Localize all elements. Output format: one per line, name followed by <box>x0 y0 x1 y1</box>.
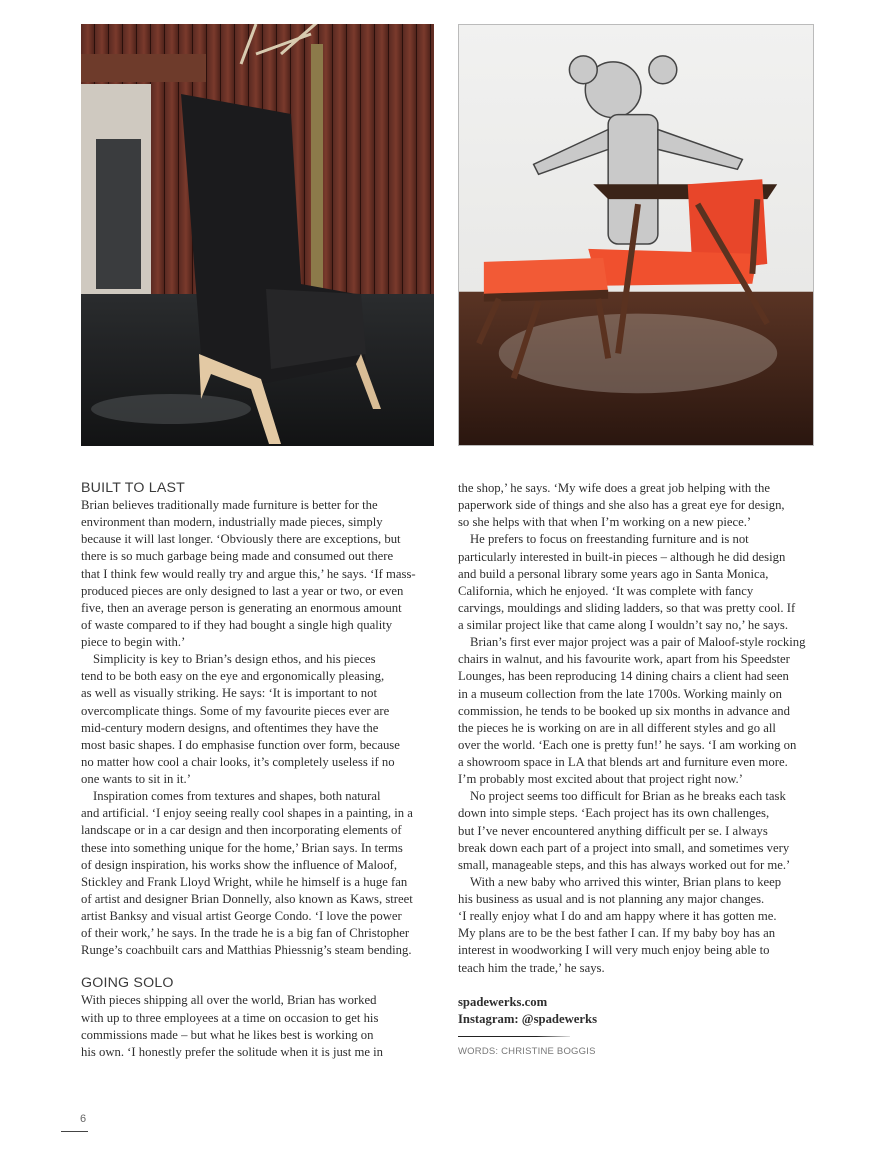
text-line: mid-century modern designs, and oftentimes they have the <box>81 720 379 735</box>
paragraph <box>81 992 451 1061</box>
text-line: of their work,’ he says. In the trade he is a big fan of Christopher <box>81 926 410 941</box>
text-line: one wants to sit in it.’ <box>81 772 191 786</box>
text-line: there is so much garbage being made and consumed out there <box>81 549 394 564</box>
text-line: With a new baby who arrived this winter, Brian plans to keep <box>470 874 782 889</box>
section-heading: BUILT TO LAST <box>81 480 186 496</box>
instagram-link[interactable]: Instagram: @spadewerks <box>458 1011 598 1026</box>
text-line: his own. ‘I honestly prefer the solitude when it is just me in <box>81 1044 383 1059</box>
text-line: commission, he tends to be booked up six months in advance and <box>458 703 790 718</box>
text-line: ‘I really enjoy what I do and am happy where it has gotten me. <box>458 909 777 924</box>
text-line: over the world. ‘Each one is pretty fun!’ he says. ‘I am working on <box>458 737 797 752</box>
text-line: break down each part of a project into small, and sometimes very <box>458 840 790 855</box>
paragraph <box>81 651 451 788</box>
text-line: because it will last longer. ‘Obviously there are exceptions, but <box>81 532 401 547</box>
text-line: so she helps with that when I’m working on a new piece.’ <box>458 515 752 530</box>
text-line: interest in woodworking I will very much enjoy being able to <box>458 943 770 958</box>
photo-wingback-chair <box>81 24 434 446</box>
text-line: Inspiration comes from textures and shapes, both natural <box>93 789 381 804</box>
section-heading: GOING SOLO <box>81 975 174 992</box>
text-line: overcomplicate things. Some of my favourite pieces ever are <box>81 703 390 718</box>
text-line: He prefers to focus on freestanding furniture and is not <box>470 532 749 547</box>
text-line: I’m probably most excited about that project right now.’ <box>458 772 743 787</box>
text-line: commissions made – but what he likes best is working on <box>81 1027 374 1042</box>
text-line: My plans are to be the best father I can. If my baby boy has an <box>458 926 776 941</box>
text-line: landscape or in a car design and then incorporating elements of <box>81 823 402 838</box>
text-line: of waste compared to if they had bought a single high quality <box>81 617 393 632</box>
text-line: a similar project like that came along I wouldn’t say no,’ he says. <box>458 618 789 632</box>
text-line: as well as visually striking. He says: ‘It is important to not <box>81 686 378 701</box>
photo-orange-lounge-chair <box>458 24 814 446</box>
text-line: California, which he enjoyed. ‘It was complete with fancy <box>458 583 754 598</box>
text-line: carvings, mouldings and sliding ladders, so that was pretty cool. If <box>458 600 796 615</box>
text-line: a showroom space in LA that blends art and furniture even more. <box>458 755 788 769</box>
text-line: with up to three employees at a time on occasion to get his <box>81 1010 379 1025</box>
text-line: these into something unique for the home,’ Brian says. In terms <box>81 840 403 855</box>
text-line: down into simple steps. ‘Each project has its own challenges, <box>458 806 770 821</box>
contact-links <box>458 994 828 1028</box>
text-line: Brian’s first ever major project was a pair of Maloof-style rocking <box>470 635 806 650</box>
wingback-chair-image-icon <box>81 24 434 446</box>
page-number: 6 <box>80 1113 87 1125</box>
text-line: that I think few would really try and argue this,’ he says. ‘If mass- <box>81 566 416 581</box>
divider <box>458 1036 570 1037</box>
paragraph <box>81 788 451 959</box>
text-line: his business as usual and is not planning any major changes. <box>458 892 765 906</box>
text-line: of design inspiration, his works show the influence of Maloof, <box>81 857 398 872</box>
paragraph <box>458 788 828 874</box>
text-line: particularly interested in built-in pieces – although he did design <box>458 549 786 564</box>
text-line: the pieces he is working on are in all different styles and go all <box>458 720 776 735</box>
paragraph <box>458 480 828 531</box>
text-line: tend to be both easy on the eye and ergonomically pleasing, <box>81 669 385 684</box>
text-line: With pieces shipping all over the world, Brian has worked <box>81 993 377 1008</box>
paragraph <box>458 874 828 977</box>
text-line: Brian believes traditionally made furniture is better for the <box>81 498 378 512</box>
spacer <box>458 977 828 994</box>
text-line: produced pieces are only designed to last a year or two, or even <box>81 583 404 598</box>
text-line: and build a personal library some years ago in Santa Monica, <box>458 566 769 581</box>
text-line: the shop,’ he says. ‘My wife does a great job helping with the <box>458 481 770 495</box>
article-column-left <box>81 480 451 1061</box>
text-line: and artificial. ‘I enjoy seeing really cool shapes in a painting, in a <box>81 806 413 821</box>
article-column-right <box>458 480 828 1060</box>
text-line: no matter how cool a chair looks, it’s completely useless if no <box>81 754 395 769</box>
text-line: Stickley and Frank Lloyd Wright, while he himself is a huge fan <box>81 874 408 889</box>
text-line: but I’ve never encountered anything difficult per se. I always <box>458 823 768 838</box>
paragraph <box>458 634 828 788</box>
text-line: artist Banksy and visual artist George Condo. ‘I love the power <box>81 909 402 923</box>
paragraph <box>81 497 451 651</box>
text-line: Simplicity is key to Brian’s design ethos, and his pieces <box>93 652 376 667</box>
paragraph <box>458 531 828 634</box>
text-line: small, manageable steps, and this has always worked out for me.’ <box>458 857 791 872</box>
text-line: most basic shapes. I do emphasise function over form, because <box>81 737 400 752</box>
text-line: of artist and designer Brian Donnelly, also known as Kaws, street <box>81 891 413 906</box>
page-number-rule <box>61 1131 88 1132</box>
text-line: environment than modern, industrially made pieces, simply <box>81 515 383 530</box>
author-credit: WORDS: CHRISTINE BOGGIS <box>458 1045 596 1057</box>
text-line: in a museum collection from the late 1700s. Working mainly on <box>458 686 782 701</box>
text-line: Runge’s coachbuilt cars and Matthias Phiessnig’s steam bending. <box>81 943 412 958</box>
lounge-chair-image-icon <box>459 25 813 445</box>
text-line: paperwork side of things and she also has a great eye for design, <box>458 498 785 513</box>
text-line: No project seems too difficult for Brian as he breaks each task <box>470 789 786 804</box>
text-line: Lounges, has been reproducing 14 dining chairs a client had seen <box>458 669 789 684</box>
text-line: piece to begin with.’ <box>81 635 186 649</box>
text-line: chairs in walnut, and his favourite work, apart from his Speedster <box>458 652 790 667</box>
website-link[interactable]: spadewerks.com <box>458 994 548 1009</box>
text-line: teach him the trade,’ he says. <box>458 960 605 975</box>
text-line: five, then an average person is generating an enormous amount <box>81 600 402 615</box>
